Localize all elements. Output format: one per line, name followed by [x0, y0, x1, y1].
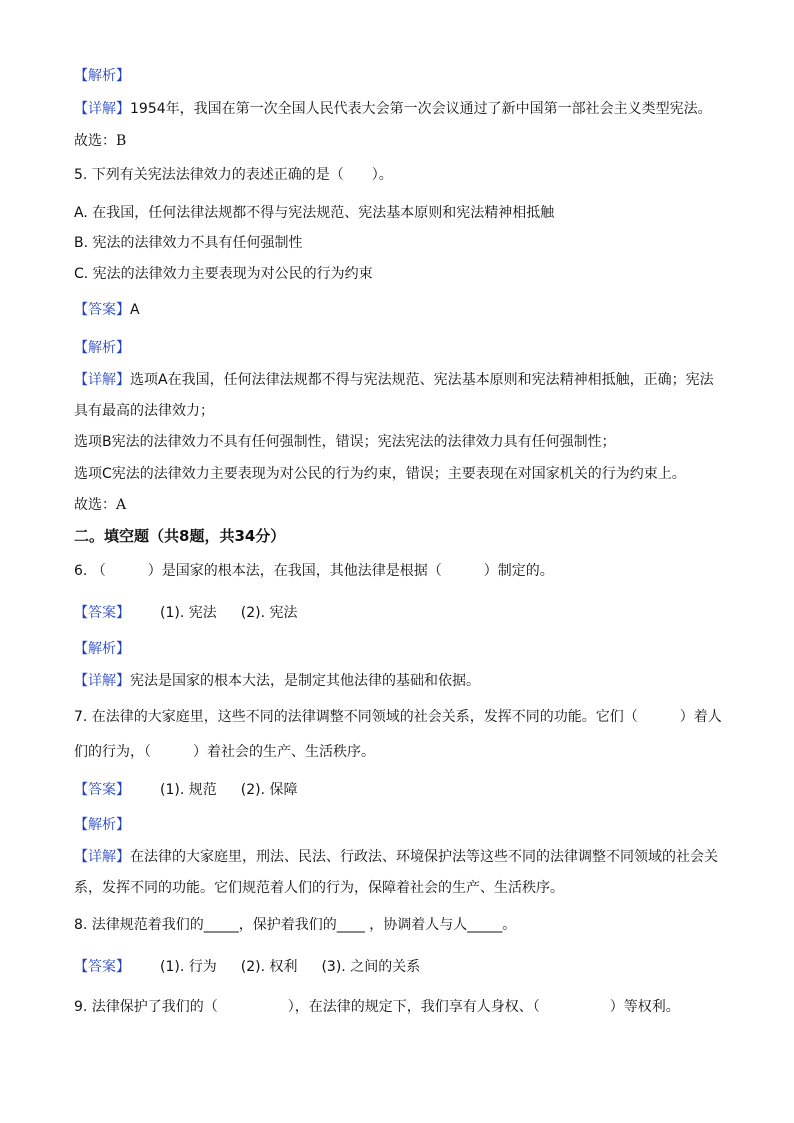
q5-option-c: C. 宪法的法律效力主要表现为对公民的行为约束: [74, 266, 373, 282]
q6-answer-2: (2). 宪法: [240, 605, 298, 621]
analysis-tag: 【解析】: [74, 68, 130, 84]
q6-stem: 6. （ ）是国家的根本法，在我国，其他法律是根据（ ）制定的。: [74, 563, 554, 579]
q7-stem-line-2: 们的行为，（ ）着社会的生产、生活秩序。: [74, 744, 375, 760]
q6-detail-text: 宪法是国家的根本大法，是制定其他法律的基础和依据。: [130, 673, 480, 689]
q6-answer: [74, 603, 297, 623]
q7-detail-text-1: 在法律的大家庭里，刑法、民法、行政法、环境保护法等这些不同的法律调整不同领域的社会关: [130, 849, 718, 865]
q5-option-a: A. 在我国，任何法律法规都不得与宪法规范、宪法基本原则和宪法精神相抵触: [74, 205, 555, 221]
q7-detail-line-2: 系，发挥不同的功能。它们规范着人们的行为，保障着社会的生产、生活秩序。: [74, 880, 564, 896]
q5-analysis-label: [74, 338, 130, 358]
detail-tag: 【详解】: [74, 372, 130, 388]
q5-detail-line-3: 选项B宪法的法律效力不具有任何强制性，错误；宪法宪法的法律效力具有任何强制性；: [74, 434, 616, 450]
q6-analysis-label: [74, 639, 130, 659]
q5-detail-text-1: 选项A在我国，任何法律法规都不得与宪法规范、宪法基本原则和宪法精神相抵触，正确；宪法: [130, 372, 714, 388]
analysis-tag: 【解析】: [74, 641, 130, 657]
detail-tag: 【详解】: [74, 673, 130, 689]
q9-stem: 9. 法律保护了我们的（ ），在法律的规定下，我们享有人身权、（ ）等权利。: [74, 999, 680, 1015]
section-heading: 二。填空题（共8题，共34分）: [74, 527, 286, 545]
q4-analysis-label: [74, 66, 130, 86]
analysis-tag: 【解析】: [74, 817, 130, 833]
q7-answer-2: (2). 保障: [240, 782, 298, 798]
answer-tag: 【答案】: [74, 959, 130, 975]
q8-answer: [74, 957, 420, 977]
q5-answer-value: A: [130, 302, 140, 318]
q7-answer-1: (1). 规范: [160, 782, 217, 798]
q7-analysis-label: [74, 815, 130, 835]
answer-tag: 【答案】: [74, 605, 130, 621]
q8-stem: 8. 法律规范着我们的_____，保护着我们的____ ，协调着人与人_____。: [74, 917, 517, 933]
q8-answer-2: (2). 权利: [240, 959, 298, 975]
q7-detail-line-1: [74, 847, 718, 867]
analysis-tag: 【解析】: [74, 340, 130, 356]
answer-tag: 【答案】: [74, 302, 130, 318]
q4-detail: [74, 99, 712, 119]
q5-detail-line-1: [74, 370, 714, 390]
q6-answer-1: (1). 宪法: [160, 605, 217, 621]
q5-answer: [74, 300, 140, 320]
answer-tag: 【答案】: [74, 782, 130, 798]
q4-detail-text: 1954年，我国在第一次全国人民代表大会第一次会议通过了新中国第一部社会主义类型宪法。: [130, 101, 712, 117]
q5-detail-line-2: 具有最高的法律效力；: [74, 403, 214, 419]
q5-option-b: B. 宪法的法律效力不具有任何强制性: [74, 235, 303, 251]
q6-detail: [74, 671, 480, 691]
q5-choice: 故选：A: [74, 497, 127, 513]
detail-tag: 【详解】: [74, 101, 130, 117]
detail-tag: 【详解】: [74, 849, 130, 865]
q8-answer-1: (1). 行为: [160, 959, 217, 975]
q8-answer-3: (3). 之间的关系: [321, 959, 421, 975]
q7-answer: [74, 780, 297, 800]
q5-stem: 5. 下列有关宪法法律效力的表述正确的是（ ）。: [74, 167, 393, 183]
q4-choice: 故选：B: [74, 133, 127, 149]
q5-detail-line-4: 选项C宪法的法律效力主要表现为对公民的行为约束，错误；主要表现在对国家机关的行为约束上。: [74, 466, 686, 482]
q7-stem-line-1: 7. 在法律的大家庭里，这些不同的法律调整不同领域的社会关系，发挥不同的功能。它们（ ）着人: [74, 709, 722, 725]
